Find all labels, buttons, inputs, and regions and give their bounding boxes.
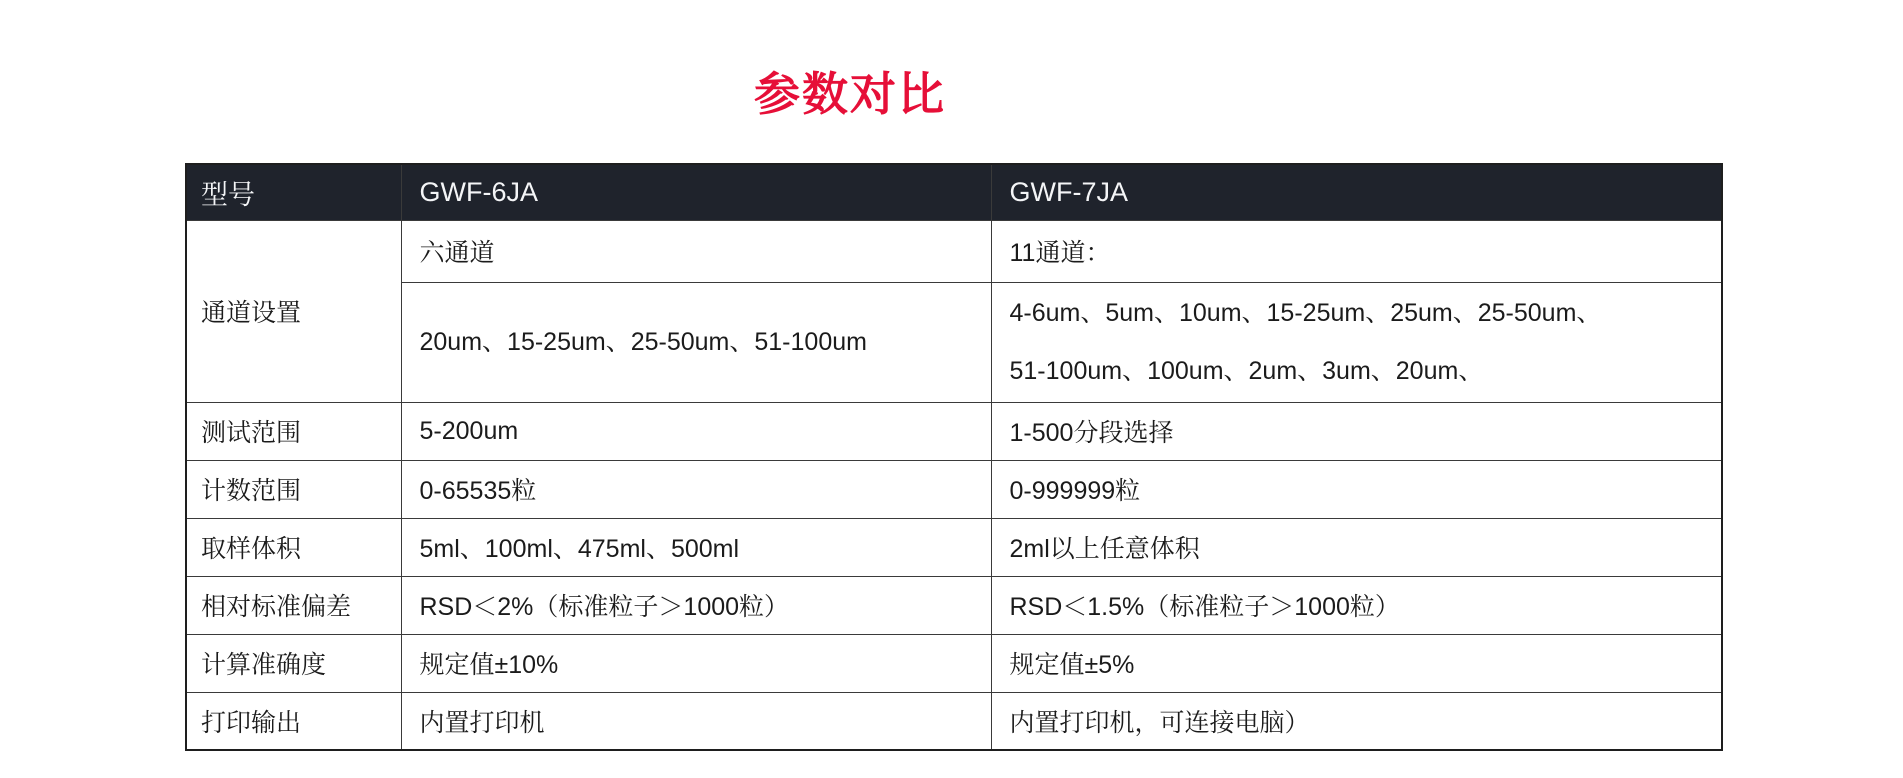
page-title: 参数对比 xyxy=(754,68,946,120)
table-row-sample-volume xyxy=(186,518,1722,576)
cell-test-range-gwf6: 5-200um xyxy=(401,402,991,460)
cell-count-range-gwf7: 0-999999粒 xyxy=(991,460,1722,518)
cell-sample-volume-gwf6: 5ml、100ml、475ml、500ml xyxy=(401,518,991,576)
table-row-accuracy xyxy=(186,634,1722,692)
cell-print-label: 打印输出 xyxy=(186,692,401,750)
cell-channel-gwf6-list: 20um、15-25um、25-50um、51-100um xyxy=(401,282,991,402)
cell-sample-volume-label: 取样体积 xyxy=(186,518,401,576)
table-row-channel-type xyxy=(186,220,1722,282)
cell-channel-gwf7-type: 11通道： xyxy=(991,220,1722,282)
table-row-count-range xyxy=(186,460,1722,518)
cell-channel-gwf6-type: 六通道 xyxy=(401,220,991,282)
header-model: 型号 xyxy=(186,164,401,220)
cell-print-gwf6: 内置打印机 xyxy=(401,692,991,750)
cell-sample-volume-gwf7: 2ml以上任意体积 xyxy=(991,518,1722,576)
cell-test-range-label: 测试范围 xyxy=(186,402,401,460)
cell-accuracy-label: 计算准确度 xyxy=(186,634,401,692)
cell-channel-label: 通道设置 xyxy=(186,220,401,402)
comparison-table xyxy=(185,163,1723,751)
cell-channel-gwf7-list: 4-6um、5um、10um、15-25um、25um、25-50um、 51-100um、100um、2um、3um、20um、 xyxy=(991,282,1722,402)
header-gwf7ja: GWF-7JA xyxy=(991,164,1722,220)
cell-rsd-gwf7: RSD＜1.5%（标准粒子＞1000粒） xyxy=(991,576,1722,634)
cell-count-range-gwf6: 0-65535粒 xyxy=(401,460,991,518)
cell-rsd-gwf6: RSD＜2%（标准粒子＞1000粒） xyxy=(401,576,991,634)
cell-rsd-label: 相对标准偏差 xyxy=(186,576,401,634)
table-row-rsd xyxy=(186,576,1722,634)
cell-test-range-gwf7: 1-500分段选择 xyxy=(991,402,1722,460)
table-header-row xyxy=(186,164,1722,220)
table-row-print xyxy=(186,692,1722,750)
cell-accuracy-gwf7: 规定值±5% xyxy=(991,634,1722,692)
cell-accuracy-gwf6: 规定值±10% xyxy=(401,634,991,692)
cell-count-range-label: 计数范围 xyxy=(186,460,401,518)
table-row-channel-list xyxy=(186,282,1722,402)
header-gwf6ja: GWF-6JA xyxy=(401,164,991,220)
table-row-test-range xyxy=(186,402,1722,460)
cell-print-gwf7: 内置打印机，可连接电脑） xyxy=(991,692,1722,750)
